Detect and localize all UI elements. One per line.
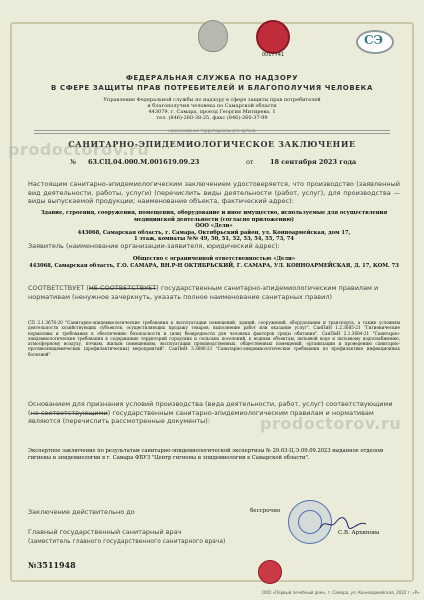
object-org: ООО «Дели» <box>195 223 233 229</box>
document-title: САНИТАРНО-ЭПИДЕМИОЛОГИЧЕСКОЕ ЗАКЛЮЧЕНИЕ <box>68 139 356 149</box>
basis-text-rest: ) государственным санитарно-эпидемиологическим правилам и нормативам являются (перечислить рассмотренные документы): <box>28 408 374 425</box>
object-address: 443068, Самарская область, г. Самара, Октябрьский район, ул. Конноармейская, дом 17, <box>77 229 351 236</box>
document-number: 63.СЦ.04.000.М.001619.09.23 <box>88 158 200 166</box>
conformity-statement <box>28 284 400 301</box>
territorial-office <box>0 97 424 121</box>
document-date: 18 сентября 2023 года <box>270 158 357 166</box>
watermark: prodoctorov.ru <box>8 140 150 159</box>
agency-name-line2: В СФЕРЕ ЗАЩИТЫ ПРАВ ПОТРЕБИТЕЛЕЙ И БЛАГОПОЛУЧИЯ ЧЕЛОВЕКА <box>51 84 373 92</box>
coat-of-arms-icon <box>198 20 228 52</box>
expert-conclusion: Экспертное заключение по результатам санитарно-эпидемиологической экспертизы № 29.63-Ц.Э.09.09.2023 выданное отделом гигиены и эпидемиологии в г. Самара ФБУЗ "Центр гигиены и эпидемиологии в Самарской области". <box>28 448 384 461</box>
intro-text: Настоящим санитарно-эпидемиологическим заключением удостоверяется, что производство (заявленный вид деятельности, работы, услуги) (перечислить виды деятельности (работ, услуг), для производства — виды выпускаемой продукции; наименование объекта, фактический адрес): <box>28 180 400 205</box>
watermark: prodoctorov.ru <box>260 414 402 433</box>
logo-text: СЭ <box>364 33 384 47</box>
object-line: медицинской деятельности (согласно приложению) <box>133 216 294 223</box>
se-logo-icon <box>356 30 394 54</box>
validity-value: бессрочно <box>250 508 281 514</box>
office-line: и благополучия человека по Самарской области <box>147 103 277 109</box>
signer-name: С.В. Архипова <box>338 530 380 536</box>
conformity-text: СООТВЕТСТВУЕТ ( <box>28 284 89 292</box>
basis-struck: не соответствующими <box>30 408 108 417</box>
bottom-stamp-icon <box>258 560 282 584</box>
red-stamp-icon <box>256 20 290 54</box>
number-label: № <box>70 158 77 166</box>
office-line: Управление Федеральной службы по надзору в сфере защиты прав потребителей <box>103 97 321 103</box>
object-description <box>28 210 400 243</box>
agency-name-line1: ФЕДЕРАЛЬНАЯ СЛУЖБА ПО НАДЗОРУ <box>125 74 299 82</box>
applicant-info <box>28 256 400 269</box>
object-rooms: 1 этаж, комнаты №№ 49, 50, 51, 52, 53, 54, 55, 73, 74 <box>133 236 295 242</box>
official-title-deputy: (заместитель главного государственного санитарного врача) <box>28 538 226 545</box>
conformity-text-rest: ) государственным санитарно-эпидемиологическим правилам и нормативам (ненужное зачеркнуть, указать полное наименование санитарных правил) <box>28 284 379 301</box>
applicant-name: Общество с ограниченной ответственностью «Дели» <box>132 256 296 262</box>
validity-label: Заключение действительно до <box>28 508 135 516</box>
object-line: Здание, строения, сооружения, помещения, оборудование и иное имущество, используемые для осуществления <box>40 210 388 216</box>
conformity-struck: НЕ СООТВЕТСТВУЕТ <box>88 284 157 292</box>
applicant-label: Заявитель (наименование организации-заявителя, юридический адрес): <box>28 242 280 250</box>
serial-number: №3511948 <box>28 560 76 570</box>
sanitary-rules: СП 2.1.3678-20 "Санитарно-эпидемиологические требования к эксплуатации помещений, зданий, сооружений, оборудования и транспорта, а также условиям деятельности хозяйствующих субъектов, осуществляющих продажу товаров, выполнение работ или оказание услуг". СанПиН 1.2.3685-21 "Гигиенические нормативы и требования к обеспечению безопасности и (или) безвредности для человека факторов среды обитания". СанПиН 2.1.3684-21 "Санитарно-эпидемиологические требования к содержанию территорий городских и сельских поселений, к водным объектам, питьевой воде и питьевому водоснабжению, атмосферному воздуху, почвам, жилым помещениям, эксплуатации производственных, общественных помещений, организации и проведению санитарно-противоэпидемических (профилактических) мероприятий". СанПиН 3.3686-21 "Санитарно-эпидемиологические требования по профилактике инфекционных болезней" <box>28 320 400 357</box>
office-address: 443079, г. Самара, проезд Георгия Митирева, 1 <box>148 109 276 115</box>
office-phone: тел. (846)-260-38-25, факс (846)-260-37-99 <box>156 115 268 121</box>
footer-caption: ООО «Первый лечебный дом», г. Самара, ул. Конноармейская, 2022 г. «Р» <box>262 590 420 595</box>
red-stamp-number: 0017741 <box>261 52 285 58</box>
basis-text: Основанием для признания условий производства (вида деятельности, работ, услуг) соответствующими ( <box>28 400 393 417</box>
applicant-address: 443068, Самарская область, Г.О. САМАРА, ВН.Р-Н ОКТЯБРЬСКИЙ, Г. САМАРА, УЛ. КОННОАРМЕЙСКАЯ, Д. 17, КОМ. 73 <box>29 262 399 269</box>
date-label: от <box>246 158 254 166</box>
divider <box>34 130 390 134</box>
official-title: Главный государственный санитарный врач <box>28 528 182 536</box>
territorial-caption: наименование территориального органа <box>168 128 256 133</box>
